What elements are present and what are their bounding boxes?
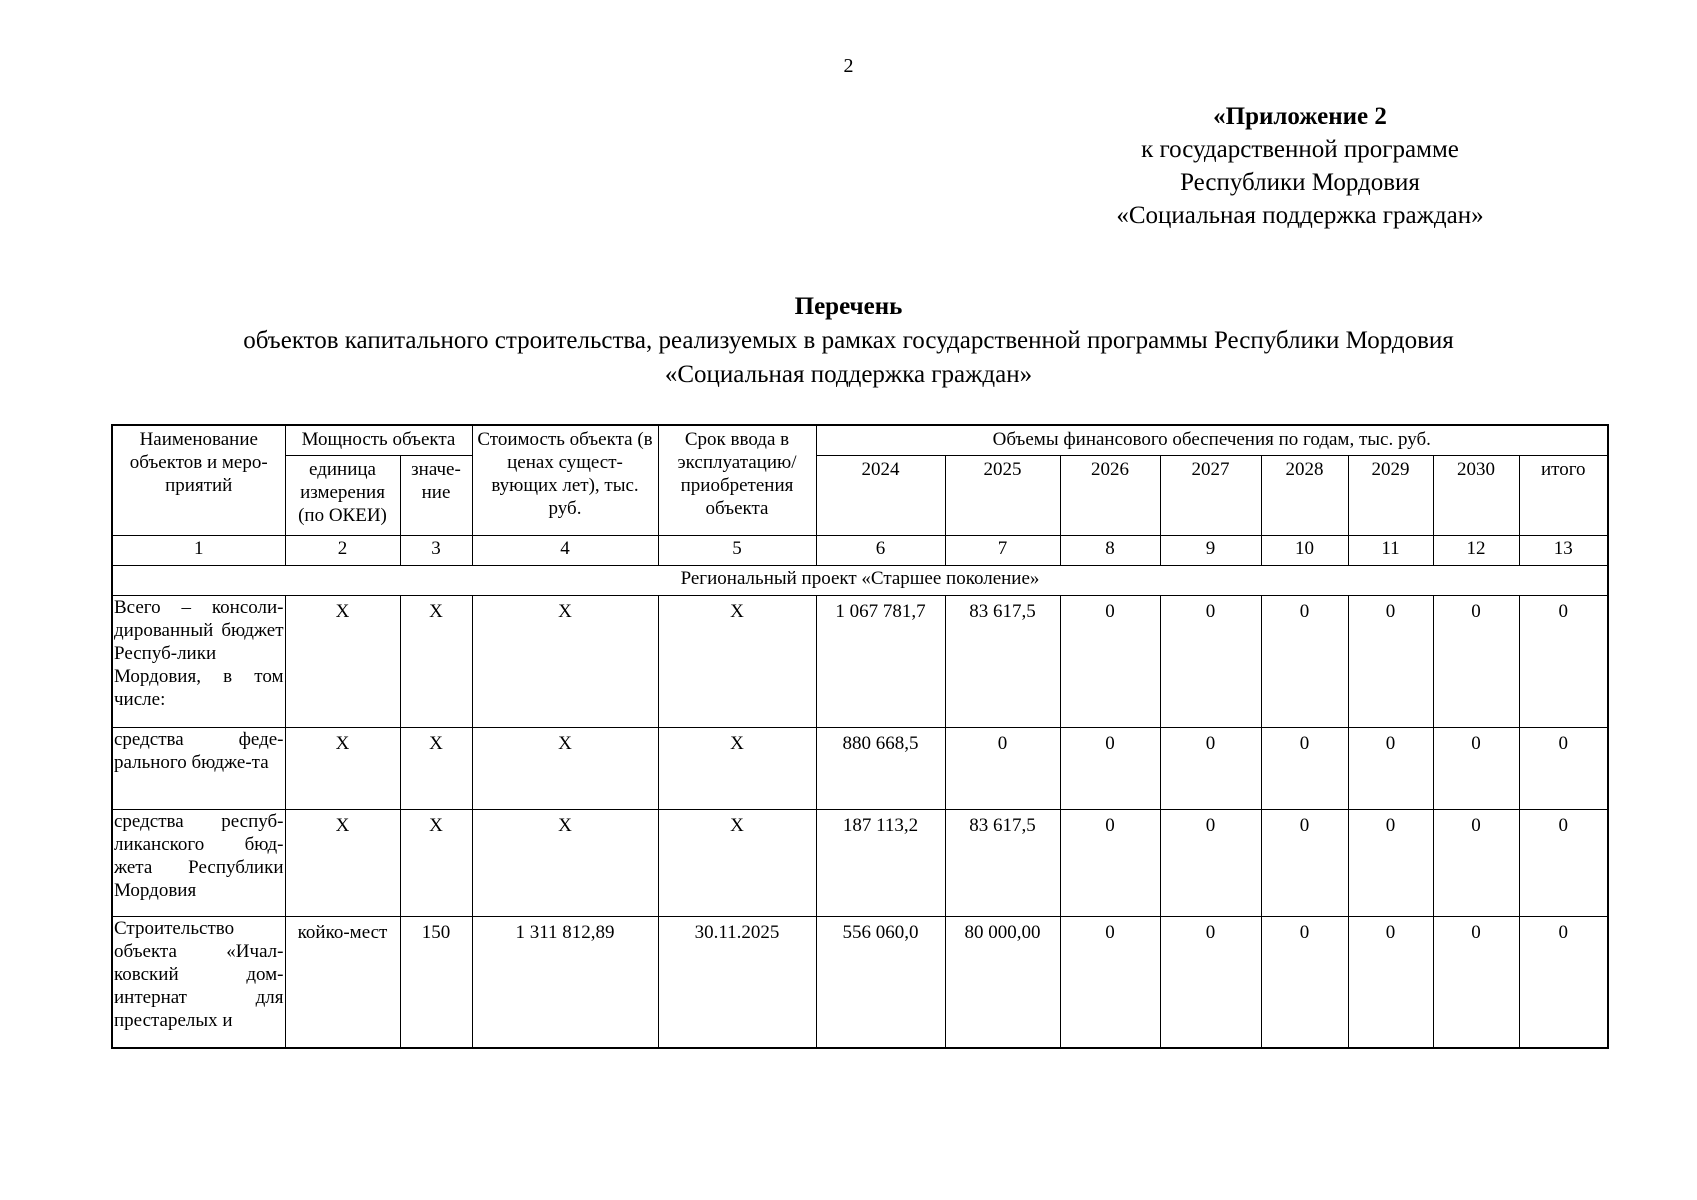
column-number: 13 bbox=[1519, 535, 1608, 565]
table-cell: 0 bbox=[1519, 809, 1608, 916]
table-cell: Х bbox=[658, 727, 816, 809]
capital-construction-table bbox=[111, 424, 1609, 1049]
header-value: значе-ние bbox=[400, 455, 472, 535]
column-number: 8 bbox=[1060, 535, 1160, 565]
table-cell: 0 bbox=[1348, 809, 1433, 916]
column-number: 4 bbox=[472, 535, 658, 565]
table-cell: Х bbox=[472, 727, 658, 809]
title-line-1: объектов капитального строительства, реализуемых в рамках государственной программы Республики Мордовия bbox=[243, 327, 1454, 354]
table-cell: 0 bbox=[1348, 727, 1433, 809]
table-cell: 0 bbox=[1060, 595, 1160, 727]
table-cell: 0 bbox=[1519, 727, 1608, 809]
header-name: Наименование объектов и меро-приятий bbox=[112, 425, 285, 535]
header-capacity: Мощность объекта bbox=[285, 425, 472, 455]
table-cell: 0 bbox=[1060, 809, 1160, 916]
table-cell: Х bbox=[400, 809, 472, 916]
column-number: 11 bbox=[1348, 535, 1433, 565]
header-year-2027: 2027 bbox=[1160, 455, 1261, 535]
table-cell: 0 bbox=[1261, 916, 1348, 1048]
table-cell: 1 311 812,89 bbox=[472, 916, 658, 1048]
table-cell: 0 bbox=[1519, 595, 1608, 727]
table-cell: Х bbox=[400, 727, 472, 809]
table-cell: 30.11.2025 bbox=[658, 916, 816, 1048]
title-main: Перечень bbox=[794, 293, 903, 320]
column-number: 6 bbox=[816, 535, 945, 565]
table-cell: 0 bbox=[1433, 727, 1519, 809]
column-number: 12 bbox=[1433, 535, 1519, 565]
row-name: Строительство объекта «Ичал-ковский дом-интернат для престарелых и bbox=[112, 916, 285, 1048]
table-wrapper bbox=[111, 424, 1609, 1049]
table-cell: 556 060,0 bbox=[816, 916, 945, 1048]
table-cell: 0 bbox=[1519, 916, 1608, 1048]
header-year-2029: 2029 bbox=[1348, 455, 1433, 535]
header-unit: единица измерения (по ОКЕИ) bbox=[285, 455, 400, 535]
table-row bbox=[112, 809, 1608, 916]
row-name: Всего – консоли-дированный бюджет Респуб-лики Мордовия, в том числе: bbox=[112, 595, 285, 727]
document-title bbox=[0, 290, 1697, 392]
table-cell: койко-мест bbox=[285, 916, 400, 1048]
table-cell: 1 067 781,7 bbox=[816, 595, 945, 727]
table-cell: Х bbox=[658, 809, 816, 916]
table-cell: Х bbox=[472, 809, 658, 916]
table-cell: Х bbox=[285, 595, 400, 727]
table-cell: 0 bbox=[1261, 809, 1348, 916]
table-row bbox=[112, 727, 1608, 809]
page-number: 2 bbox=[843, 55, 854, 77]
column-number: 1 bbox=[112, 535, 285, 565]
title-line-2: «Социальная поддержка граждан» bbox=[664, 361, 1033, 388]
section-title: Региональный проект «Старшее поколение» bbox=[112, 565, 1608, 595]
column-number: 7 bbox=[945, 535, 1060, 565]
header-year-2028: 2028 bbox=[1261, 455, 1348, 535]
appendix-block bbox=[1080, 100, 1520, 232]
header-cost: Стоимость объекта (в ценах сущест-вующих лет), тыс. руб. bbox=[472, 425, 658, 535]
row-name: средства респуб-ликанского бюд-жета Республики Мордовия bbox=[112, 809, 285, 916]
table-row bbox=[112, 916, 1608, 1048]
table-cell: 0 bbox=[1348, 595, 1433, 727]
table-cell: Х bbox=[472, 595, 658, 727]
table-cell: 0 bbox=[1348, 916, 1433, 1048]
table-cell: Х bbox=[285, 727, 400, 809]
appendix-title: «Приложение 2 bbox=[1213, 103, 1387, 130]
header-total: итого bbox=[1519, 455, 1608, 535]
table-cell: 0 bbox=[1060, 727, 1160, 809]
table-row bbox=[112, 595, 1608, 727]
table-cell: 80 000,00 bbox=[945, 916, 1060, 1048]
header-funding: Объемы финансового обеспечения по годам, тыс. руб. bbox=[816, 425, 1608, 455]
table-cell: 0 bbox=[1160, 595, 1261, 727]
table-cell: 0 bbox=[1433, 809, 1519, 916]
column-number: 3 bbox=[400, 535, 472, 565]
header-year-2024: 2024 bbox=[816, 455, 945, 535]
table-cell: 83 617,5 bbox=[945, 595, 1060, 727]
table-cell: 0 bbox=[1160, 916, 1261, 1048]
table-cell: 0 bbox=[1433, 595, 1519, 727]
table-cell: 83 617,5 bbox=[945, 809, 1060, 916]
appendix-line-1: к государственной программе bbox=[1141, 136, 1459, 163]
table-cell: 0 bbox=[945, 727, 1060, 809]
table-cell: 0 bbox=[1433, 916, 1519, 1048]
table-cell: Х bbox=[285, 809, 400, 916]
table-cell: Х bbox=[658, 595, 816, 727]
table-cell: 0 bbox=[1261, 595, 1348, 727]
table-cell: 0 bbox=[1160, 809, 1261, 916]
column-number: 9 bbox=[1160, 535, 1261, 565]
row-name: средства феде-рального бюдже-та bbox=[112, 727, 285, 809]
table-cell: 0 bbox=[1060, 916, 1160, 1048]
column-number-row bbox=[112, 535, 1608, 565]
table-cell: 0 bbox=[1261, 727, 1348, 809]
column-number: 2 bbox=[285, 535, 400, 565]
header-year-2026: 2026 bbox=[1060, 455, 1160, 535]
table-cell: 0 bbox=[1160, 727, 1261, 809]
appendix-line-2: Республики Мордовия bbox=[1180, 169, 1420, 196]
header-year-2025: 2025 bbox=[945, 455, 1060, 535]
header-deadline: Срок ввода в эксплуатацию/ приобретения объекта bbox=[658, 425, 816, 535]
table-cell: 150 bbox=[400, 916, 472, 1048]
table-cell: 187 113,2 bbox=[816, 809, 945, 916]
appendix-line-3: «Социальная поддержка граждан» bbox=[1116, 202, 1484, 229]
header-year-2030: 2030 bbox=[1433, 455, 1519, 535]
table-cell: 880 668,5 bbox=[816, 727, 945, 809]
table-cell: Х bbox=[400, 595, 472, 727]
column-number: 5 bbox=[658, 535, 816, 565]
column-number: 10 bbox=[1261, 535, 1348, 565]
